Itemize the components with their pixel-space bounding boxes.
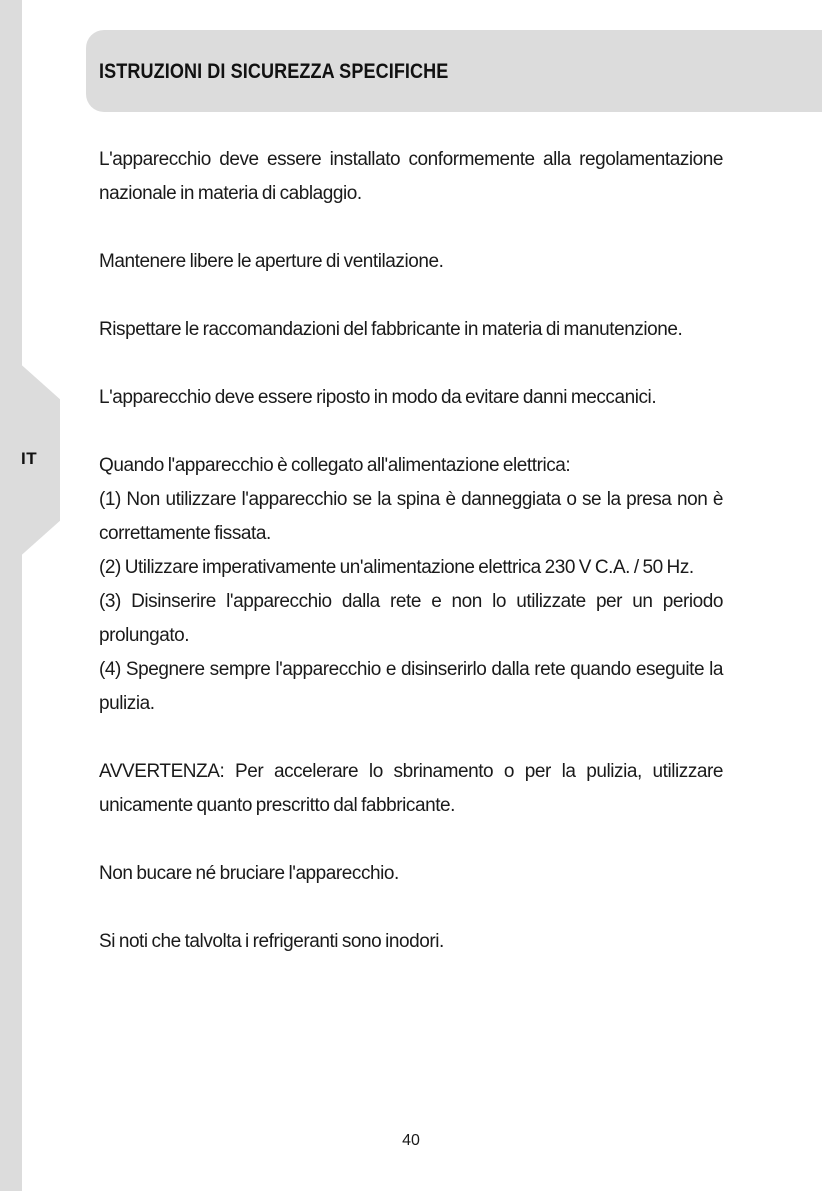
section-header [86,30,822,112]
paragraph: Non bucare né bruciare l'apparecchio. [99,863,399,884]
section-title: ISTRUZIONI DI SICUREZZA SPECIFICHE [99,60,449,83]
warning-paragraph: AVVERTENZA: Per accelerare lo sbrinamento o per la pulizia, utilizzare unicamente quanto prescritto dal fabbricante. [99,761,723,816]
paragraph: L'apparecchio deve essere installato conformemente alla regolamentazione nazionale in materia di cablaggio. [99,149,723,204]
paragraph: Rispettare le raccomandazioni del fabbricante in materia di manutenzione. [99,319,683,340]
paragraph-intro: Quando l'apparecchio è collegato all'alimentazione elettrica: [99,455,571,476]
list-item: (3) Disinserire l'apparecchio dalla rete e non lo utilizzate per un periodo prolungato. [99,591,723,646]
paragraph: Si noti che talvolta i refrigeranti sono inodori. [99,931,444,952]
instructions-body [99,143,723,959]
page-number: 40 [402,1132,420,1149]
paragraph: L'apparecchio deve essere riposto in modo da evitare danni meccanici. [99,387,657,408]
paragraph: Mantenere libere le aperture di ventilazione. [99,251,444,272]
side-strip [0,0,22,1191]
list-item: (4) Spegnere sempre l'apparecchio e disinserirlo dalla rete quando eseguite la pulizia. [99,659,723,714]
list-item: (2) Utilizzare imperativamente un'alimentazione elettrica 230 V C.A. / 50 Hz. [99,557,694,578]
list-item: (1) Non utilizzare l'apparecchio se la spina è danneggiata o se la presa non è correttamente fissata. [99,489,723,544]
language-label: IT [21,449,38,468]
